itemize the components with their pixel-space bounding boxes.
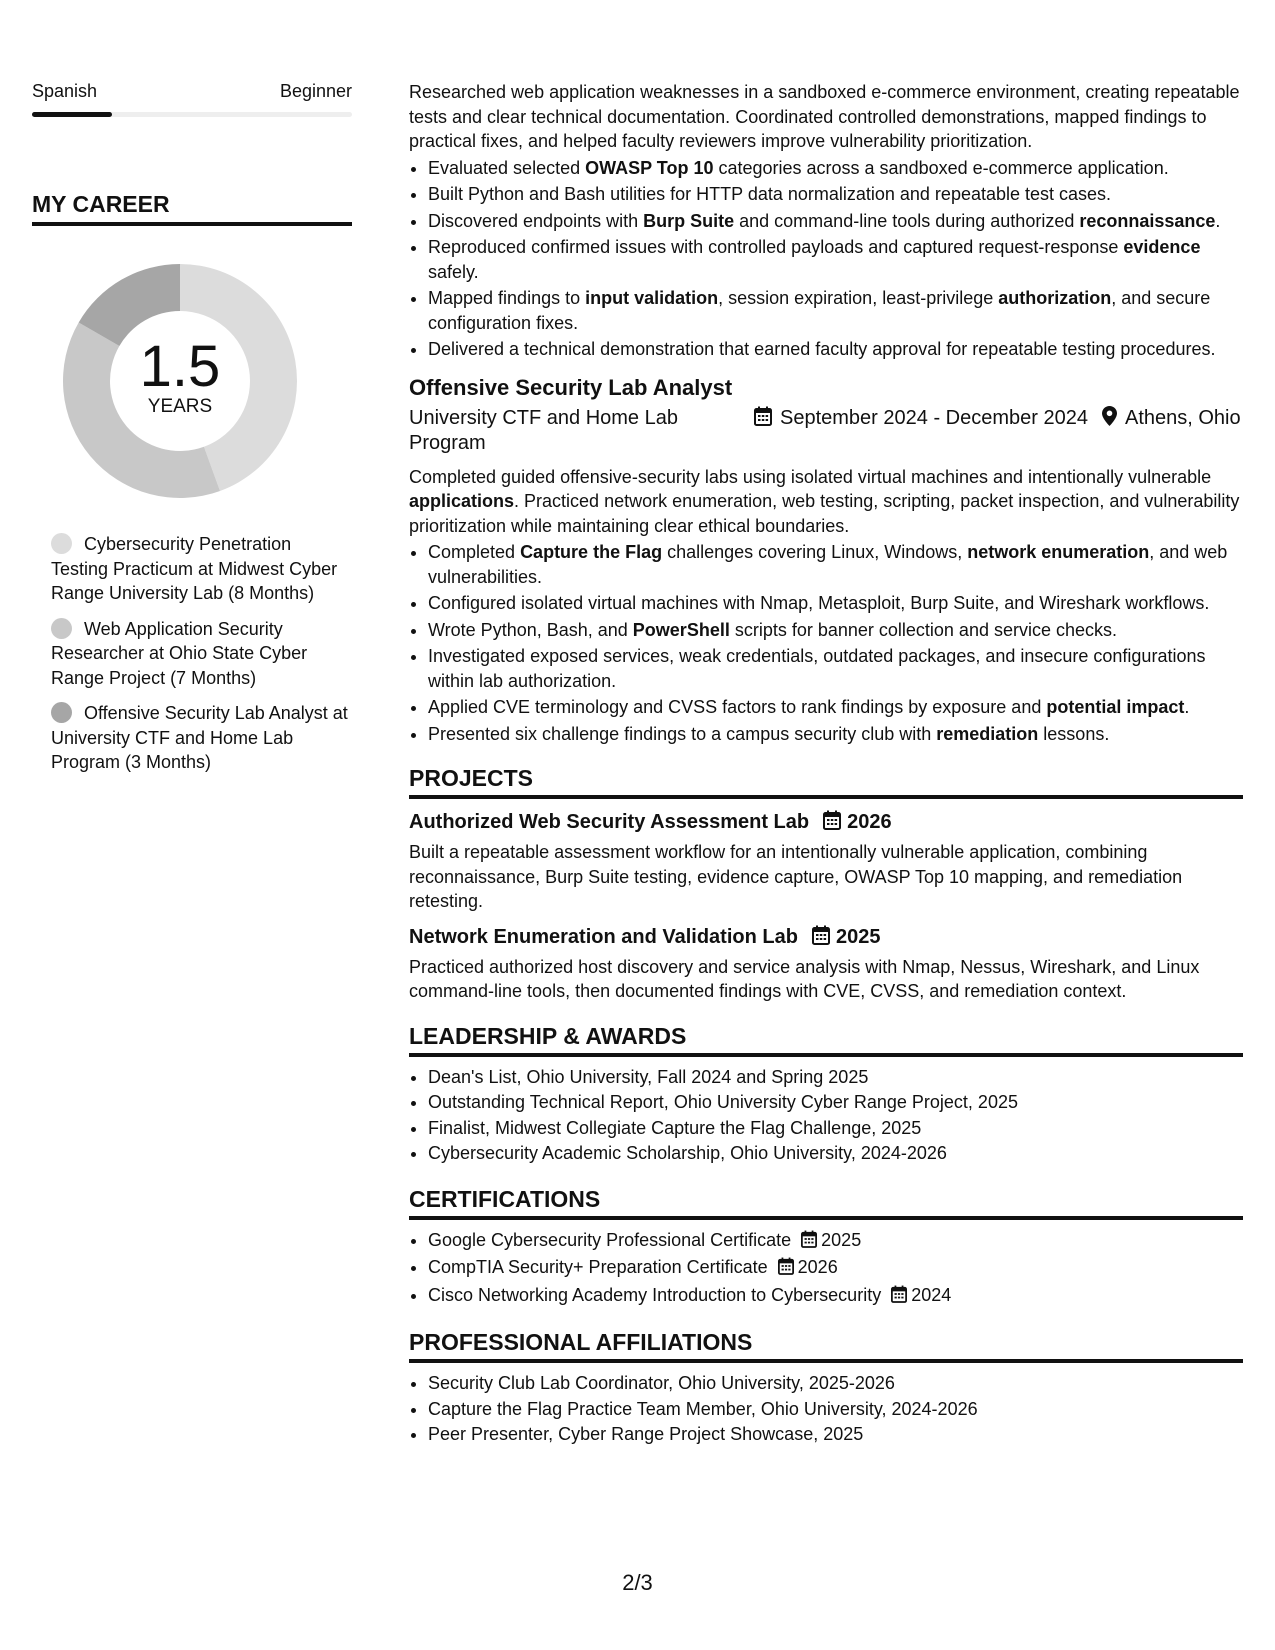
career-legend: [51, 532, 352, 775]
certification-name: CompTIA Security+ Preparation Certificate: [428, 1257, 768, 1277]
job-bullet: • Applied CVE terminology and CVSS factors to rank findings by exposure and potential impact.: [428, 695, 1243, 720]
job-bullet: • Completed Capture the Flag challenges covering Linux, Windows, network enumeration, and web vulnerabilities.: [428, 540, 1243, 589]
career-donut-chart: [55, 256, 305, 506]
career-legend-label: Offensive Security Lab Analyst at University CTF and Home Lab Program (3 Months): [51, 703, 348, 772]
calendar-icon: [823, 810, 841, 837]
affiliation-item: • Security Club Lab Coordinator, Ohio University, 2025-2026: [428, 1371, 1243, 1397]
calendar-icon: [754, 406, 772, 426]
certification-item: [428, 1228, 1243, 1256]
award-item: • Dean's List, Ohio University, Fall 2024 and Spring 2025: [428, 1065, 1243, 1091]
prev-job-bullet: • Evaluated selected OWASP Top 10 categories across a sandboxed e-commerce application.: [428, 156, 1243, 181]
job-bullet: • Presented six challenge findings to a campus security club with remediation lessons.: [428, 722, 1243, 747]
career-legend-item: [51, 617, 352, 691]
career-total: [55, 256, 305, 506]
certification-year: 2024: [911, 1284, 952, 1305]
job-description: Completed guided offensive-security labs using isolated virtual machines and intentionally vulnerable applications. Practiced network enumeration, web testing, scripting, packet inspection, and vulnerability prioritization while maintaining clear ethical boundaries.: [409, 466, 1240, 536]
main-content: [409, 80, 1243, 1448]
project-description: Practiced authorized host discovery and service analysis with Nmap, Nessus, Wireshark, and Linux command-line tools, then documented findings with CVE, CVSS, and remediation context.: [409, 956, 1200, 1001]
career-total-value: 1.5: [139, 334, 221, 399]
job-title: Offensive Security Lab Analyst: [409, 374, 733, 400]
legend-dot-icon: [51, 702, 72, 723]
certification-name: Google Cybersecurity Professional Certificate: [428, 1229, 792, 1250]
page-number: 2/3: [622, 1570, 653, 1595]
career-legend-item: [51, 701, 352, 775]
prev-job-bullet: • Discovered endpoints with Burp Suite and command-line tools during authorized reconnaissance.: [428, 209, 1243, 234]
job-meta: [409, 406, 1243, 456]
career-legend-label: Web Application Security Researcher at Ohio State Cyber Range Project (7 Months): [51, 618, 308, 688]
sidebar: [32, 80, 352, 791]
prev-job-bullets: [409, 156, 1243, 362]
certification-item: [428, 1283, 1243, 1311]
prev-job-bullet: • Built Python and Bash utilities for HTTP data normalization and repeatable test cases.: [428, 182, 1243, 207]
calendar-icon: [891, 1285, 907, 1311]
career-heading: MY CAREER: [32, 190, 352, 226]
career-total-unit: YEARS: [147, 396, 213, 417]
project-year: 2026: [847, 811, 892, 833]
job-organization: University CTF and Home Lab Program: [409, 406, 678, 454]
affiliation-item: • Peer Presenter, Cyber Range Project Showcase, 2025: [428, 1422, 1243, 1448]
prev-job-description: Researched web application weaknesses in a sandboxed e-commerce environment, creating repeatable tests and clear technical documentation. Coordinated controlled demonstrations, mapped findings to practical fixes, and helped faculty reviewers improve vulnerability prioritization.: [409, 82, 1240, 151]
location-pin-icon: [1102, 406, 1117, 426]
language-proficiency-bar: [32, 112, 352, 117]
prev-job-bullet: • Mapped findings to input validation, session expiration, least-privilege authorization, and secure configuration fixes.: [428, 286, 1243, 335]
job-bullets: [409, 540, 1243, 746]
certification-year: 2026: [797, 1257, 838, 1277]
language-level: Beginner: [279, 81, 352, 101]
projects-list: [409, 809, 1243, 1004]
project-name: Authorized Web Security Assessment Lab: [409, 811, 810, 833]
language-proficiency-fill: [32, 112, 112, 117]
affiliation-item: • Capture the Flag Practice Team Member, Ohio University, 2024-2026: [428, 1397, 1243, 1423]
affiliations-list: [409, 1371, 1243, 1448]
job-bullet: • Wrote Python, Bash, and PowerShell scripts for banner collection and service checks.: [428, 618, 1243, 643]
award-item: • Outstanding Technical Report, Ohio University Cyber Range Project, 2025: [428, 1090, 1243, 1116]
job-dates-text: September 2024 - December 2024: [780, 406, 1088, 429]
certifications-list: [409, 1228, 1243, 1311]
job-location-text: Athens, Ohio: [1125, 406, 1241, 429]
project-title: [409, 924, 1243, 952]
career-legend-label: Cybersecurity Penetration Testing Practicum at Midwest Cyber Range University Lab (8 Months): [51, 534, 338, 603]
award-item: • Finalist, Midwest Collegiate Capture the Flag Challenge, 2025: [428, 1116, 1243, 1142]
project-title: [409, 809, 1243, 837]
awards-list: [409, 1065, 1243, 1167]
certification-item: [428, 1255, 1243, 1283]
project-year: 2025: [835, 925, 881, 948]
projects-heading: PROJECTS: [409, 764, 1243, 799]
awards-heading: LEADERSHIP & AWARDS: [409, 1022, 1243, 1057]
job-location: [1102, 406, 1243, 456]
language-row: [32, 80, 352, 102]
affiliations-heading: PROFESSIONAL AFFILIATIONS: [409, 1328, 1243, 1363]
language-name: Spanish: [32, 81, 98, 101]
award-item: • Cybersecurity Academic Scholarship, Ohio University, 2024-2026: [428, 1141, 1243, 1167]
certification-year: 2025: [821, 1229, 862, 1250]
project-name: Network Enumeration and Validation Lab: [409, 925, 798, 948]
certification-name: Cisco Networking Academy Introduction to Cybersecurity: [428, 1284, 882, 1305]
job-bullet: • Investigated exposed services, weak credentials, outdated packages, and insecure configurations within lab authorization.: [428, 644, 1243, 693]
legend-dot-icon: [51, 618, 72, 639]
career-legend-item: [51, 532, 352, 606]
project-description: Built a repeatable assessment workflow for an intentionally vulnerable application, combining reconnaissance, Burp Suite testing, evidence capture, OWASP Top 10 mapping, and remediation retesting.: [409, 842, 1183, 911]
legend-dot-icon: [51, 533, 72, 554]
certifications-heading: CERTIFICATIONS: [409, 1185, 1243, 1220]
calendar-icon: [812, 925, 830, 952]
calendar-icon: [778, 1257, 794, 1283]
calendar-icon: [801, 1230, 817, 1256]
job-bullet: • Configured isolated virtual machines with Nmap, Metasploit, Burp Suite, and Wireshark workflows.: [428, 591, 1243, 616]
prev-job-bullet: • Reproduced confirmed issues with controlled payloads and captured request-response evidence safely.: [428, 235, 1243, 284]
prev-job-bullet: • Delivered a technical demonstration that earned faculty approval for repeatable testing procedures.: [428, 337, 1243, 362]
job-dates: [754, 406, 1102, 456]
